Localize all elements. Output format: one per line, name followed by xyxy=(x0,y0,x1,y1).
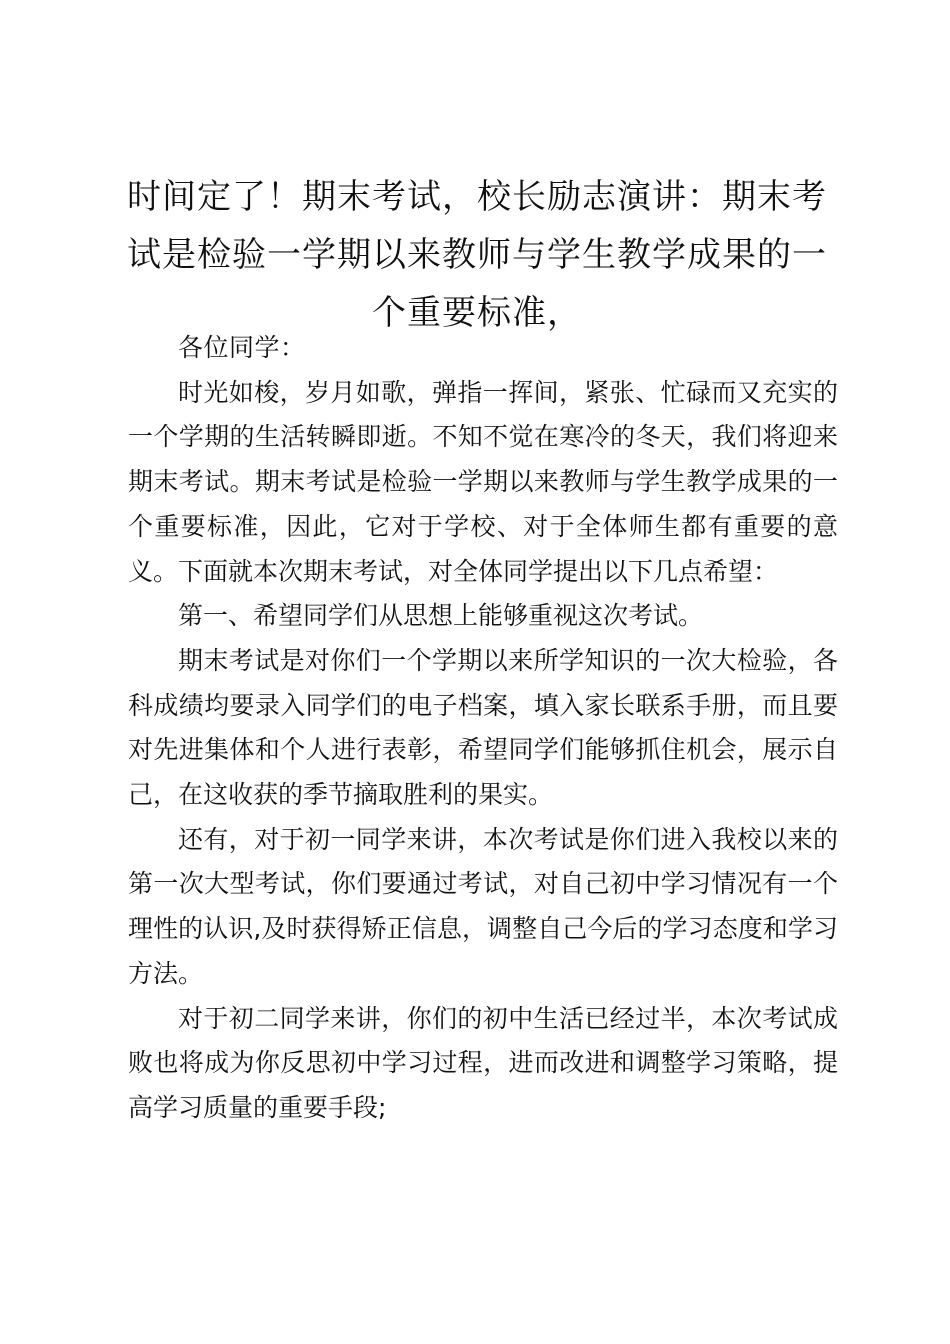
document-body xyxy=(128,326,838,1131)
exam-significance-paragraph: 期末考试是对你们一个学期以来所学知识的一次大检验，各科成绩均要录入同学们的电子档案，填入家长联系手册，而且要对先进集体和个人进行表彰，希望同学们能够抓住机会，展示自己，在这收获的季节摘取胜利的果实。 xyxy=(128,645,838,810)
intro-paragraph: 时光如梭，岁月如歌，弹指一挥间，紧张、忙碌而又充实的一个学期的生活转瞬即逝。不知不觉在寒冷的冬天，我们将迎来期末考试。期末考试是检验一学期以来教师与学生教学成果的一个重要标准，因此，它对于学校、对于全体师生都有重要的意义。下面就本次期末考试，对全体同学提出以下几点希望： xyxy=(128,377,838,586)
first-point-paragraph: 第一、希望同学们从思想上能够重视这次考试。 xyxy=(178,601,704,631)
salutation-paragraph: 各位同学： xyxy=(178,333,306,362)
grade-two-paragraph: 对于初二同学来讲，你们的初中生活已经过半，本次考试成败也将成为你反思初中学习过程，进而改进和调整学习策略，提高学习质量的重要手段; xyxy=(128,1003,838,1122)
document-title: 时间定了！期末考试，校长励志演讲：期末考试是检验一学期以来教师与学生教学成果的一个重要标准， xyxy=(127,177,827,333)
grade-one-paragraph: 还有，对于初一同学来讲，本次考试是你们进入我校以来的第一次大型考试，你们要通过考试，对自己初中学习情况有一个理性的认识,及时获得矫正信息，调整自己今后的学习态度和学习方法。 xyxy=(128,824,838,988)
